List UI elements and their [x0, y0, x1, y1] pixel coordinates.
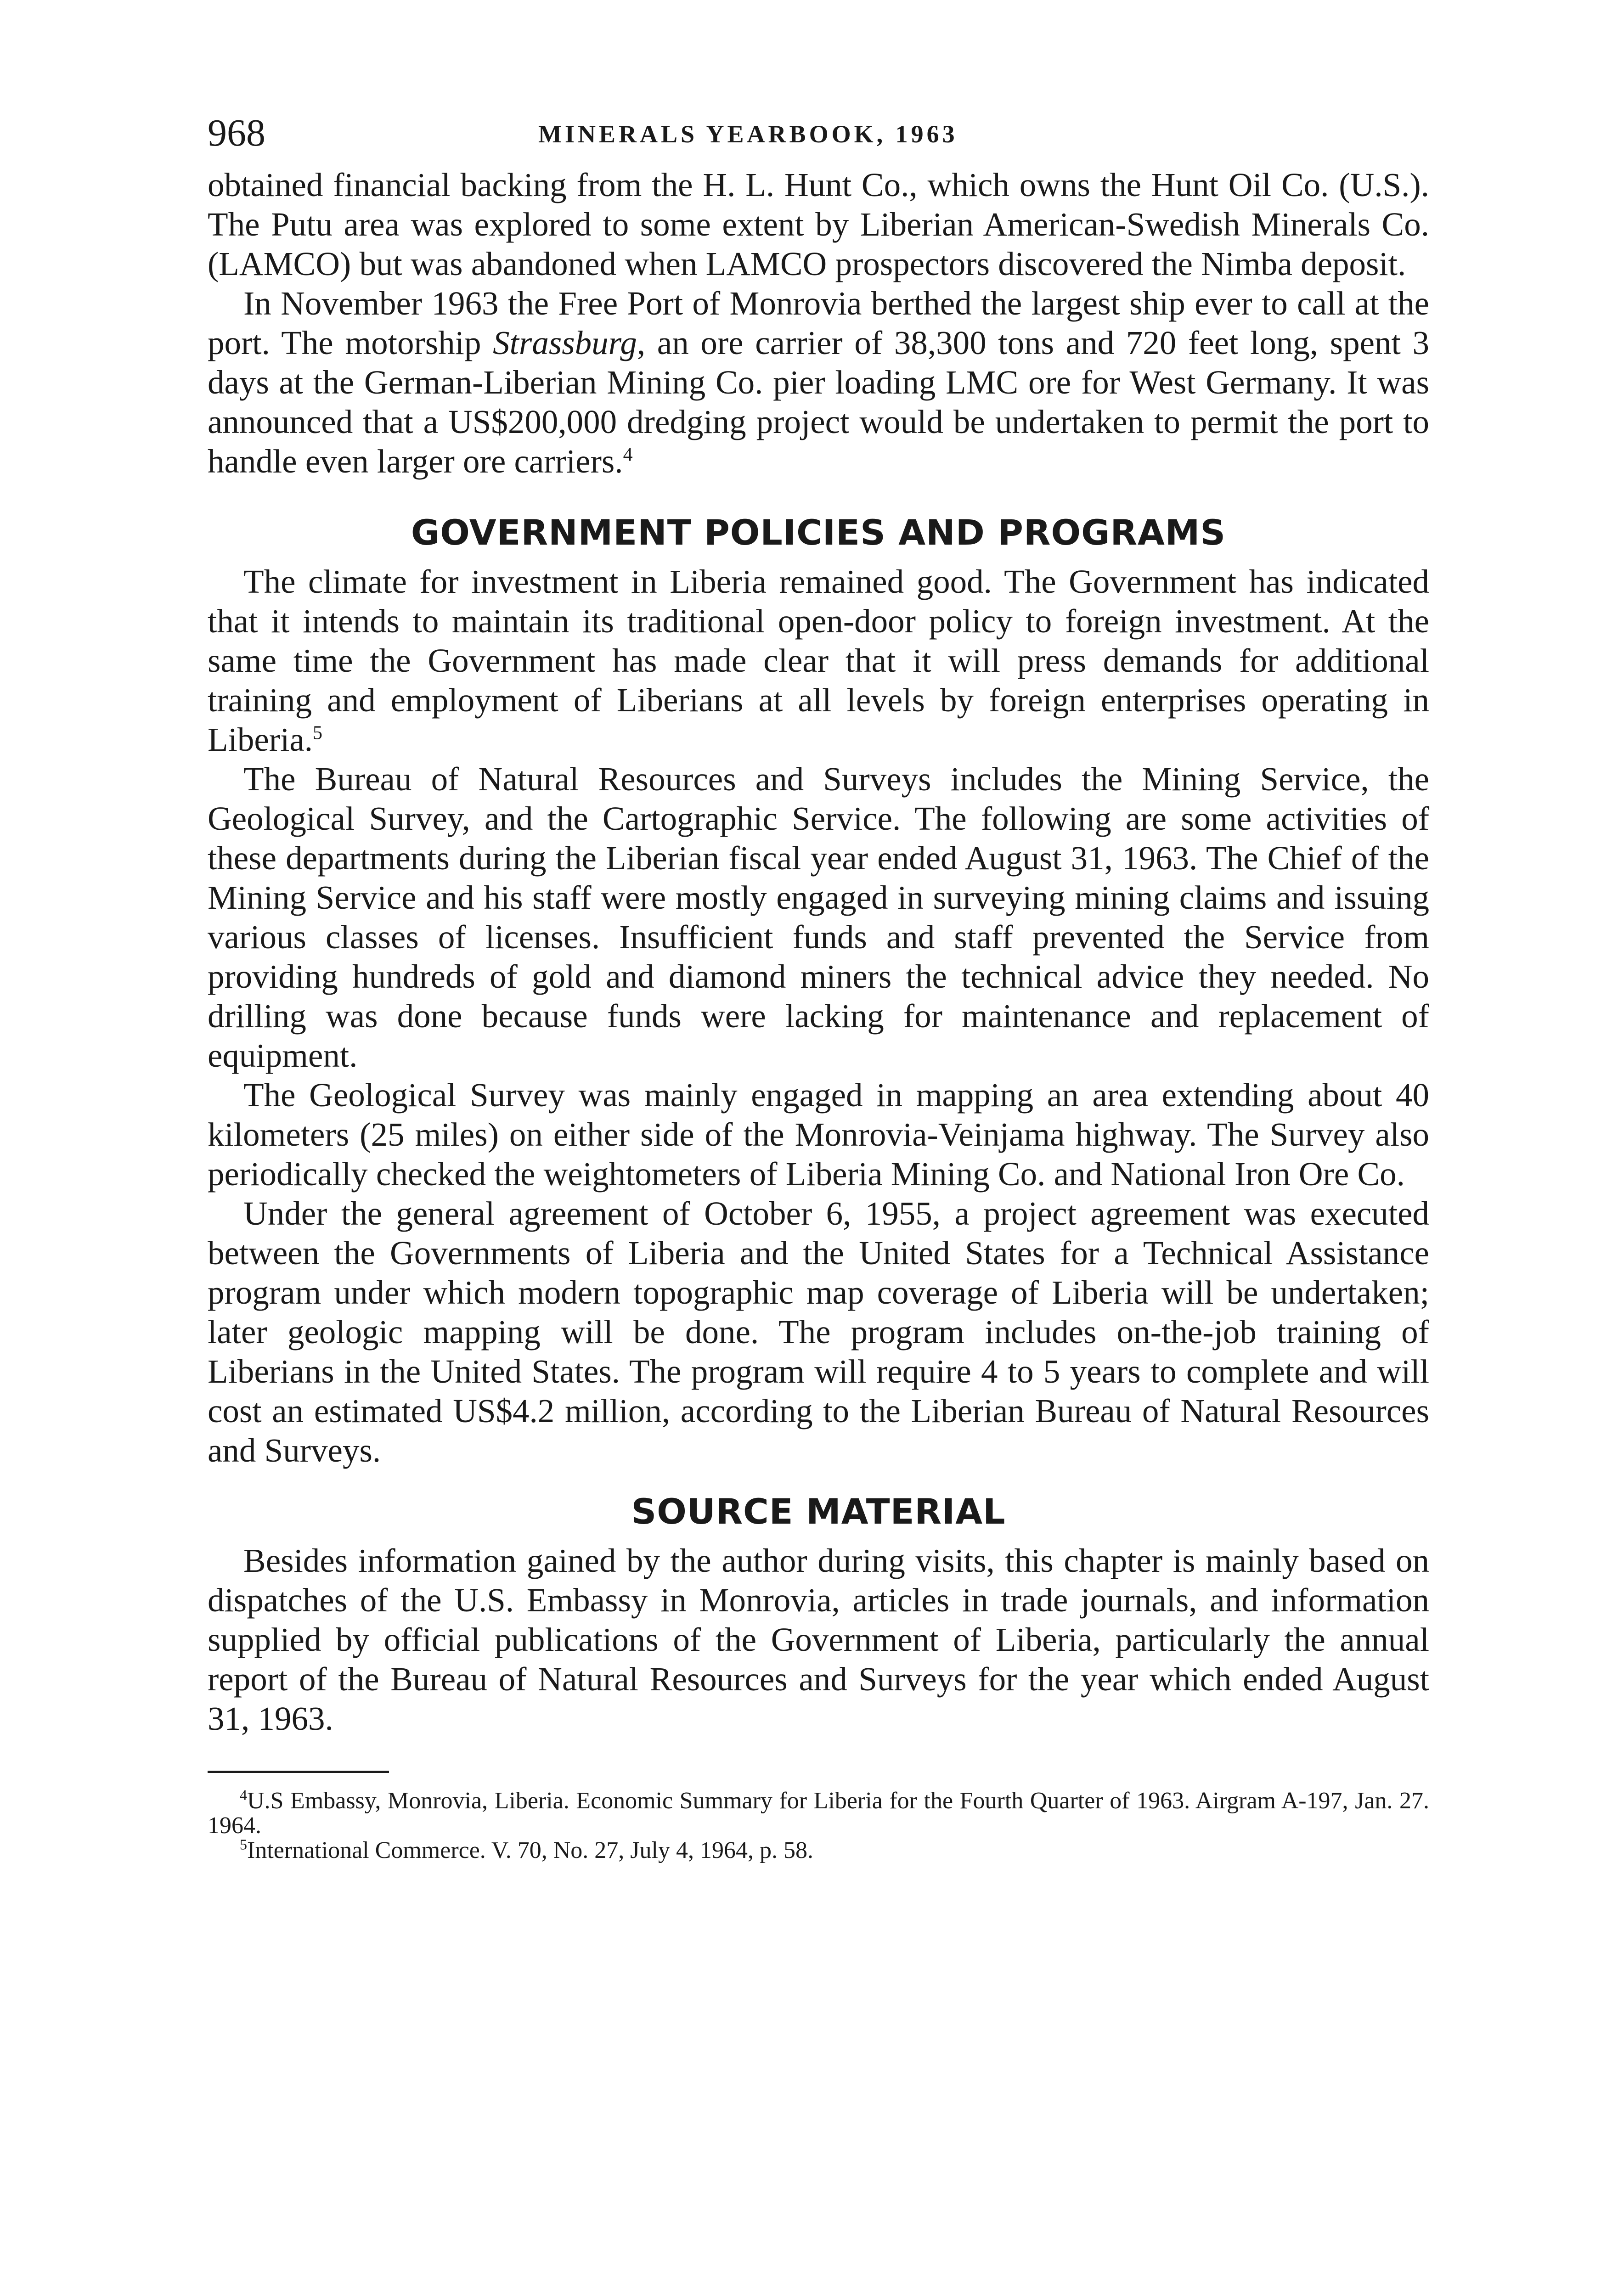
running-header [208, 110, 1429, 165]
bureau-paragraph: The Bureau of Natural Resources and Surveys includes the Mining Service, the Geological Survey, and the Cartographic Service. The following are some activities of these departments during the Liberian fiscal year ended August 31, 1963. The Chief of the Mining Service and his staff were mostly engaged in surveying mining claims and issuing various classes of licenses. Insufficient funds and staff prevented the Service from providing hundreds of gold and diamond miners the technical advice they needed. No drilling was done because funds were lacking for maintenance and replacement of equipment. [208, 760, 1429, 1074]
document-page [208, 110, 1429, 1863]
footnote-ref-4: 4 [623, 444, 633, 466]
port-text-before-ship: In November 1963 the Free Port of Monrovia berthed the largest ship ever to call at the port. The motorship [208, 285, 1429, 361]
footnote-5-number: 5 [240, 1836, 247, 1853]
footnote-5 [208, 1838, 1429, 1863]
page-number: 968 [208, 112, 265, 154]
agreement-paragraph: Under the general agreement of October 6, 1955, a project agreement was executed between the Governments of Liberia and the United States for a Technical Assistance program under which modern topographic map coverage of Liberia will be undertaken; later geologic mapping will be done. The program includes on-the-job training of Liberians in the United States. The program will require 4 to 5 years to complete and will cost an estimated US$4.2 million, according to the Liberian Bureau of Natural Resources and Surveys. [208, 1195, 1429, 1469]
port-paragraph [208, 284, 1429, 481]
footnotes [208, 1786, 1429, 1863]
section-heading-government-policies: GOVERNMENT POLICIES AND PROGRAMS [411, 512, 1226, 553]
footnote-ref-5: 5 [313, 722, 323, 744]
port-text-after-ship: , an ore carrier of 38,300 tons and 720 feet long, spent 3 days at the German-Liberian Mining Co. pier loading LMC ore for West Germany. It was announced that a US$200,000 dredging project would be undertaken to permit the port to handle even larger ore carriers. [208, 324, 1430, 480]
intro-paragraph: obtained financial backing from the H. L. Hunt Co., which owns the Hunt Oil Co. (U.S.). The Putu area was explored to some extent by Liberian American-Swedish Minerals Co. (LAMCO) but was abandoned when LAMCO prospectors discovered the Nimba deposit. [208, 166, 1429, 282]
footnote-4-text: U.S Embassy, Monrovia, Liberia. Economic Summary for Liberia for the Fourth Quarter of 1963. Airgram A-197, Jan. 27. 1964. [208, 1788, 1429, 1839]
ship-name: Strassburg [493, 324, 637, 361]
body-text [208, 165, 1429, 1739]
footnote-5-text: International Commerce. V. 70, No. 27, July 4, 1964, p. 58. [247, 1837, 813, 1863]
investment-text: The climate for investment in Liberia remained good. The Government has indicated that it intends to maintain its traditional open-door policy to foreign investment. At the same time the Government has made clear that it will press demands for additional training and employment of Liberians at all levels by foreign enterprises operating in Liberia. [208, 563, 1429, 758]
geological-survey-paragraph: The Geological Survey was mainly engaged in mapping an area extending about 40 kilometers (25 miles) on either side of the Monrovia-Veinjama highway. The Survey also periodically checked the weightometers of Liberia Mining Co. and National Iron Ore Co. [208, 1076, 1429, 1193]
running-title: MINERALS YEARBOOK, 1963 [538, 120, 958, 148]
investment-paragraph [208, 562, 1429, 760]
footnote-4-number: 4 [240, 1786, 247, 1803]
footnote-4 [208, 1786, 1429, 1839]
source-material-paragraph: Besides information gained by the author during visits, this chapter is mainly based on dispatches of the U.S. Embassy in Monrovia, articles in trade journals, and information supplied by official publications of the Government of Liberia, particularly the annual report of the Bureau of Natural Resources and Surveys for the year which ended August 31, 1963. [208, 1542, 1429, 1737]
section-heading-source-material: SOURCE MATERIAL [631, 1491, 1006, 1532]
footnote-divider [208, 1771, 389, 1773]
